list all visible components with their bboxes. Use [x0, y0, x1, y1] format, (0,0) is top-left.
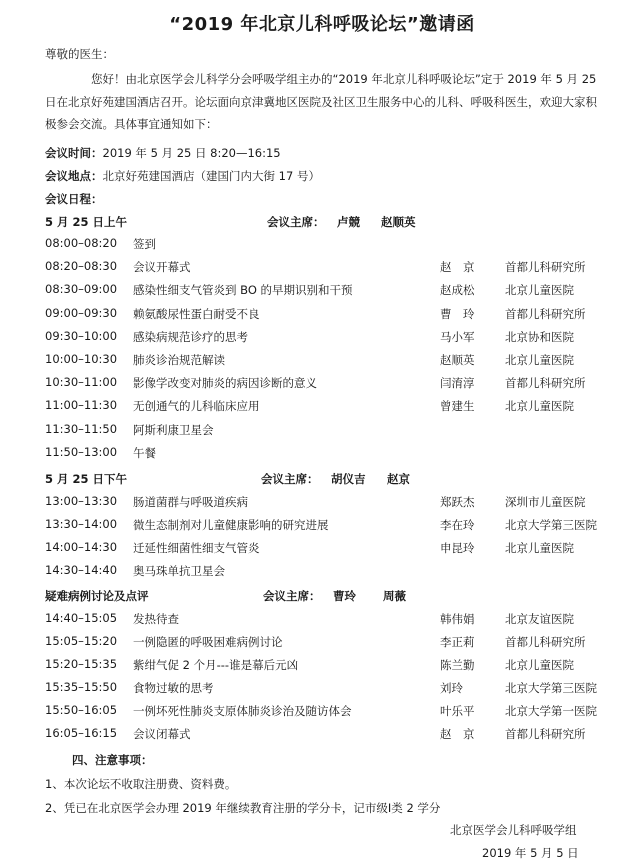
row-time: 13:30–14:00 [45, 517, 118, 531]
row-speaker: 赵 京 [440, 727, 475, 741]
row-hospital: 北京友谊医院 [505, 612, 574, 626]
row-topic: 影像学改变对肺炎的病因诊断的意义 [133, 376, 317, 391]
notes-heading: 四、注意事项： [72, 753, 153, 767]
greeting: 尊敬的医生： [45, 47, 114, 61]
row-hospital: 深圳市儿童医院 [505, 495, 586, 509]
chair-name: 曹玲 [333, 589, 356, 603]
row-time: 10:00–10:30 [45, 352, 118, 366]
page-title: “2019 年北京儿科呼吸论坛”邀请函 [169, 14, 475, 35]
row-topic: 阿斯利康卫星会 [133, 422, 214, 437]
row-hospital: 北京儿童医院 [505, 658, 574, 672]
row-hospital: 首都儿科研究所 [505, 635, 586, 649]
row-time: 15:35–15:50 [45, 680, 118, 694]
meeting-time [45, 145, 281, 161]
intro-paragraph: 您好！由北京医学会儿科学分会呼吸学组主办的“2019 年北京儿科呼吸论坛”定于 2019 年 5 月 25 日在北京好苑建国酒店召开。论坛面向京津冀地区医院及社区卫生服务中心的儿科、呼吸科医生，欢迎大家积极参会交流。具体事宜通知如下： [45, 72, 597, 131]
schedule-row [45, 540, 615, 560]
row-topic: 无创通气的儿科临床应用 [133, 399, 260, 414]
row-time: 11:50–13:00 [45, 444, 118, 459]
row-speaker: 韩伟娟 [440, 612, 475, 626]
row-time: 08:00–08:20 [45, 236, 118, 250]
chair-name: 赵京 [387, 472, 410, 486]
row-speaker: 叶乐平 [440, 704, 475, 718]
schedule-row [45, 517, 615, 537]
signature-org: 北京医学会儿科呼吸学组 [450, 823, 577, 837]
row-time: 14:40–15:05 [45, 611, 118, 625]
schedule-row [45, 611, 615, 631]
meeting-time-value: 2019 年 5 月 25 日 8:20—16:15 [102, 146, 281, 160]
row-speaker: 马小军 [440, 329, 475, 344]
row-topic: 奥马珠单抗卫星会 [133, 564, 225, 578]
row-time: 15:05–15:20 [45, 634, 118, 648]
row-topic: 肺炎诊治规范解读 [133, 353, 225, 367]
row-speaker: 赵成松 [440, 283, 475, 298]
row-topic: 微生态制剂对儿童健康影响的研究进展 [133, 518, 329, 532]
row-speaker: 闫淯淳 [440, 376, 475, 391]
meeting-place-label: 会议地点： [45, 169, 103, 183]
schedule-row [45, 494, 615, 514]
row-time: 08:20–08:30 [45, 259, 118, 274]
session-heading [45, 471, 410, 487]
schedule-row [45, 352, 615, 372]
signature-date: 2019 年 5 月 5 日 [482, 846, 579, 860]
chair-label: 会议主席： [261, 472, 319, 486]
session-heading [45, 588, 406, 604]
row-time: 11:30–11:50 [45, 421, 118, 436]
row-topic: 感染病规范诊疗的思考 [133, 329, 248, 344]
row-speaker: 郑跃杰 [440, 495, 475, 509]
row-topic: 午餐 [133, 445, 156, 460]
row-hospital: 北京儿童医院 [505, 399, 574, 414]
schedule-label: 会议日程： [45, 192, 103, 206]
session-title: 5 月 25 日上午 [45, 215, 128, 229]
note-item: 1、本次论坛不收取注册费、资料费。 [45, 777, 237, 791]
row-time: 09:30–10:00 [45, 328, 118, 343]
schedule-row [45, 680, 615, 700]
row-hospital: 首都儿科研究所 [505, 727, 586, 741]
row-time: 09:00–09:30 [45, 305, 118, 320]
row-speaker: 李在玲 [440, 518, 475, 532]
row-speaker: 赵顺英 [440, 353, 475, 367]
meeting-place [45, 168, 320, 184]
row-time: 08:30–09:00 [45, 282, 118, 297]
row-topic: 一例坏死性肺炎支原体肺炎诊治及随访体会 [133, 704, 352, 718]
row-speaker: 陈兰勤 [440, 658, 475, 672]
row-hospital: 北京大学第一医院 [505, 704, 597, 718]
row-topic: 食物过敏的思考 [133, 681, 214, 695]
session-title: 5 月 25 日下午 [45, 472, 128, 486]
row-hospital: 北京大学第三医院 [505, 681, 597, 695]
row-time: 13:00–13:30 [45, 494, 118, 508]
row-topic: 会议闭幕式 [133, 727, 191, 741]
row-topic: 会议开幕式 [133, 260, 191, 275]
row-speaker: 申昆玲 [440, 541, 475, 555]
schedule-row [45, 398, 615, 418]
schedule-row [45, 726, 615, 746]
row-time: 14:00–14:30 [45, 540, 118, 554]
row-hospital: 首都儿科研究所 [505, 306, 586, 321]
row-hospital: 北京儿童医院 [505, 541, 574, 555]
chair-label: 会议主席： [263, 589, 321, 603]
row-hospital: 首都儿科研究所 [505, 260, 586, 275]
row-topic: 一例隐匿的呼吸困难病例讨论 [133, 635, 283, 649]
meeting-place-value: 北京好苑建国酒店（建国门内大街 17 号） [102, 169, 320, 183]
row-topic: 签到 [133, 237, 156, 251]
schedule-row [45, 703, 615, 723]
schedule-row [45, 563, 615, 583]
session-heading [45, 214, 416, 230]
schedule-row [45, 445, 615, 465]
row-hospital: 首都儿科研究所 [505, 376, 586, 391]
row-hospital: 北京协和医院 [505, 329, 574, 344]
row-hospital: 北京大学第三医院 [505, 518, 597, 532]
row-speaker: 赵 京 [440, 260, 475, 275]
row-time: 11:00–11:30 [45, 398, 118, 413]
chair-name: 周薇 [383, 589, 406, 603]
schedule-row [45, 375, 615, 395]
row-topic: 迁延性细菌性细支气管炎 [133, 541, 260, 555]
schedule-row [45, 422, 615, 442]
schedule-row [45, 329, 615, 349]
row-time: 15:50–16:05 [45, 703, 118, 717]
row-speaker: 曹 玲 [440, 306, 475, 321]
chair-name: 赵顺英 [381, 215, 416, 229]
row-time: 16:05–16:15 [45, 726, 118, 740]
row-hospital: 北京儿童医院 [505, 283, 574, 298]
schedule-row [45, 236, 615, 256]
row-topic: 发热待查 [133, 612, 179, 626]
schedule-row [45, 259, 615, 279]
row-hospital: 北京儿童医院 [505, 353, 574, 367]
chair-name: 卢競 [337, 215, 360, 229]
row-topic: 感染性细支气管炎到 BO 的早期识别和干预 [133, 283, 353, 298]
row-time: 14:30–14:40 [45, 563, 118, 577]
schedule-row [45, 306, 615, 326]
row-speaker: 曾建生 [440, 399, 475, 414]
row-topic: 肠道菌群与呼吸道疾病 [133, 495, 248, 509]
note-item: 2、凭已在北京医学会办理 2019 年继续教育注册的学分卡，记市级I类 2 学分 [45, 801, 441, 815]
row-time: 10:30–11:00 [45, 375, 118, 390]
row-topic: 紫绀气促 2 个月---谁是幕后元凶 [133, 658, 299, 672]
session-title: 疑难病例讨论及点评 [45, 589, 149, 603]
meeting-time-label: 会议时间： [45, 146, 103, 160]
chair-name: 胡仪吉 [331, 472, 366, 486]
schedule-row [45, 634, 615, 654]
row-time: 15:20–15:35 [45, 657, 118, 671]
schedule-row [45, 282, 615, 302]
row-speaker: 刘玲 [440, 681, 463, 695]
schedule-row [45, 657, 615, 677]
chair-label: 会议主席： [267, 215, 325, 229]
row-speaker: 李正莉 [440, 635, 475, 649]
row-topic: 赖氨酸尿性蛋白耐受不良 [133, 306, 260, 321]
